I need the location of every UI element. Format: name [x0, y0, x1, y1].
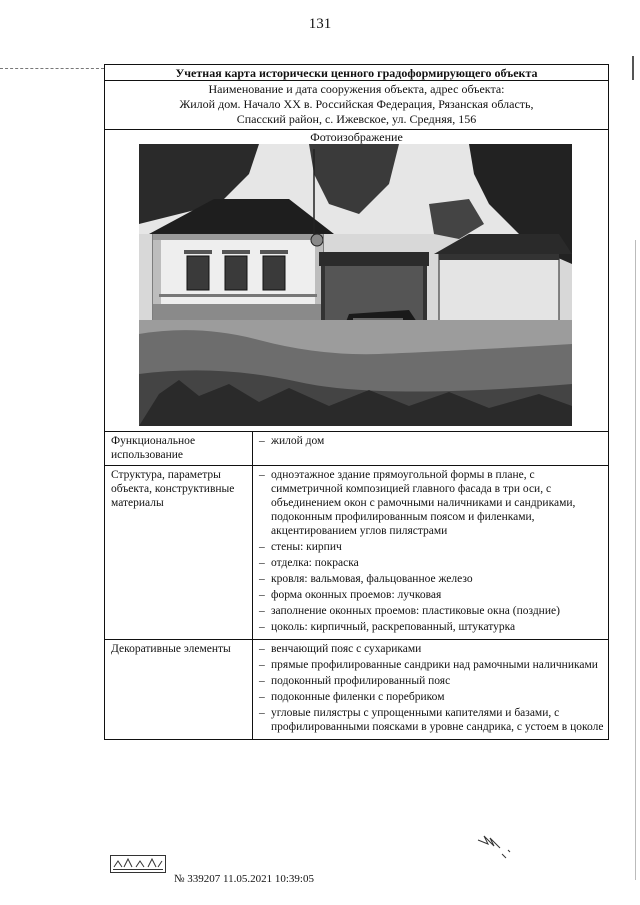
dash-marker: –	[259, 589, 265, 601]
scan-right-edge	[635, 240, 636, 880]
dash-marker: –	[259, 707, 265, 719]
page-number: 131	[308, 16, 332, 32]
object-address-block	[105, 81, 608, 130]
dash-marker: –	[259, 691, 265, 703]
address-line-1: Жилой дом. Начало XX в. Российская Федерация, Рязанская область,	[179, 97, 534, 111]
list-item: – отделка: покраска	[259, 557, 359, 569]
list-item: – подоконный профилированный пояс	[259, 675, 451, 687]
dash-marker: –	[259, 621, 265, 633]
row-structure	[105, 466, 608, 640]
list-item: – прямые профилированные сандрики над рамочными наличниками	[259, 659, 598, 671]
row-label: Структура, параметры объекта, конструктивные материалы	[105, 466, 253, 639]
house-photo	[139, 144, 572, 426]
list-item: – одноэтажное здание прямоугольной формы в плане, с симметричной композицией главного фасада в три оси, с объединением окон с рамочными наличниками и сандриками, подоконным профилированным поясом и филенками, акцентированием углов пилястрами	[259, 469, 576, 537]
dash-marker: –	[259, 541, 265, 553]
list-item: – угловые пилястры с упрощенными капителями и базами, с профилированными поясками в уровне сандрика, с устоем в цоколе	[259, 707, 604, 733]
row-label: Функциональное использование	[105, 432, 253, 465]
dash-marker: –	[259, 557, 265, 569]
signature-mark-icon	[476, 832, 512, 862]
address-heading: Наименование и дата сооружения объекта, адрес объекта:	[208, 82, 505, 96]
row-values	[253, 466, 608, 639]
dash-marker: –	[259, 643, 265, 655]
scan-artifact-line	[0, 68, 104, 69]
list-item: – форма оконных проемов: лучковая	[259, 589, 442, 601]
photo-section	[105, 130, 608, 432]
card-title: Учетная карта исторически ценного градоформирующего объекта	[105, 65, 608, 81]
document-number: № 339207 11.05.2021 10:39:05	[174, 873, 314, 885]
row-values	[253, 640, 608, 739]
list-item: – жилой дом	[259, 435, 325, 447]
list-item: – подоконные филенки с поребриком	[259, 691, 445, 703]
registration-card	[104, 64, 609, 740]
list-item: – заполнение оконных проемов: пластиковые окна (поздние)	[259, 605, 560, 617]
dash-marker: –	[259, 675, 265, 687]
dash-marker: –	[259, 435, 265, 447]
dash-marker: –	[259, 469, 265, 481]
row-functional-use	[105, 432, 608, 466]
photo-caption: Фотоизображение	[310, 130, 403, 144]
row-label: Декоративные элементы	[105, 640, 253, 739]
row-decorative-elements	[105, 640, 608, 739]
list-item: – цоколь: кирпичный, раскрепованный, штукатурка	[259, 621, 516, 633]
row-values	[253, 432, 608, 465]
list-item: – венчающий пояс с сухариками	[259, 643, 422, 655]
list-item: – кровля: вальмовая, фальцованное железо	[259, 573, 473, 585]
list-item: – стены: кирпич	[259, 541, 342, 553]
scan-margin-mark	[628, 56, 634, 80]
dash-marker: –	[259, 659, 265, 671]
dash-marker: –	[259, 573, 265, 585]
registry-stamp-icon	[110, 855, 166, 873]
dash-marker: –	[259, 605, 265, 617]
address-line-2: Спасский район, с. Ижевское, ул. Средняя, 156	[236, 112, 477, 126]
